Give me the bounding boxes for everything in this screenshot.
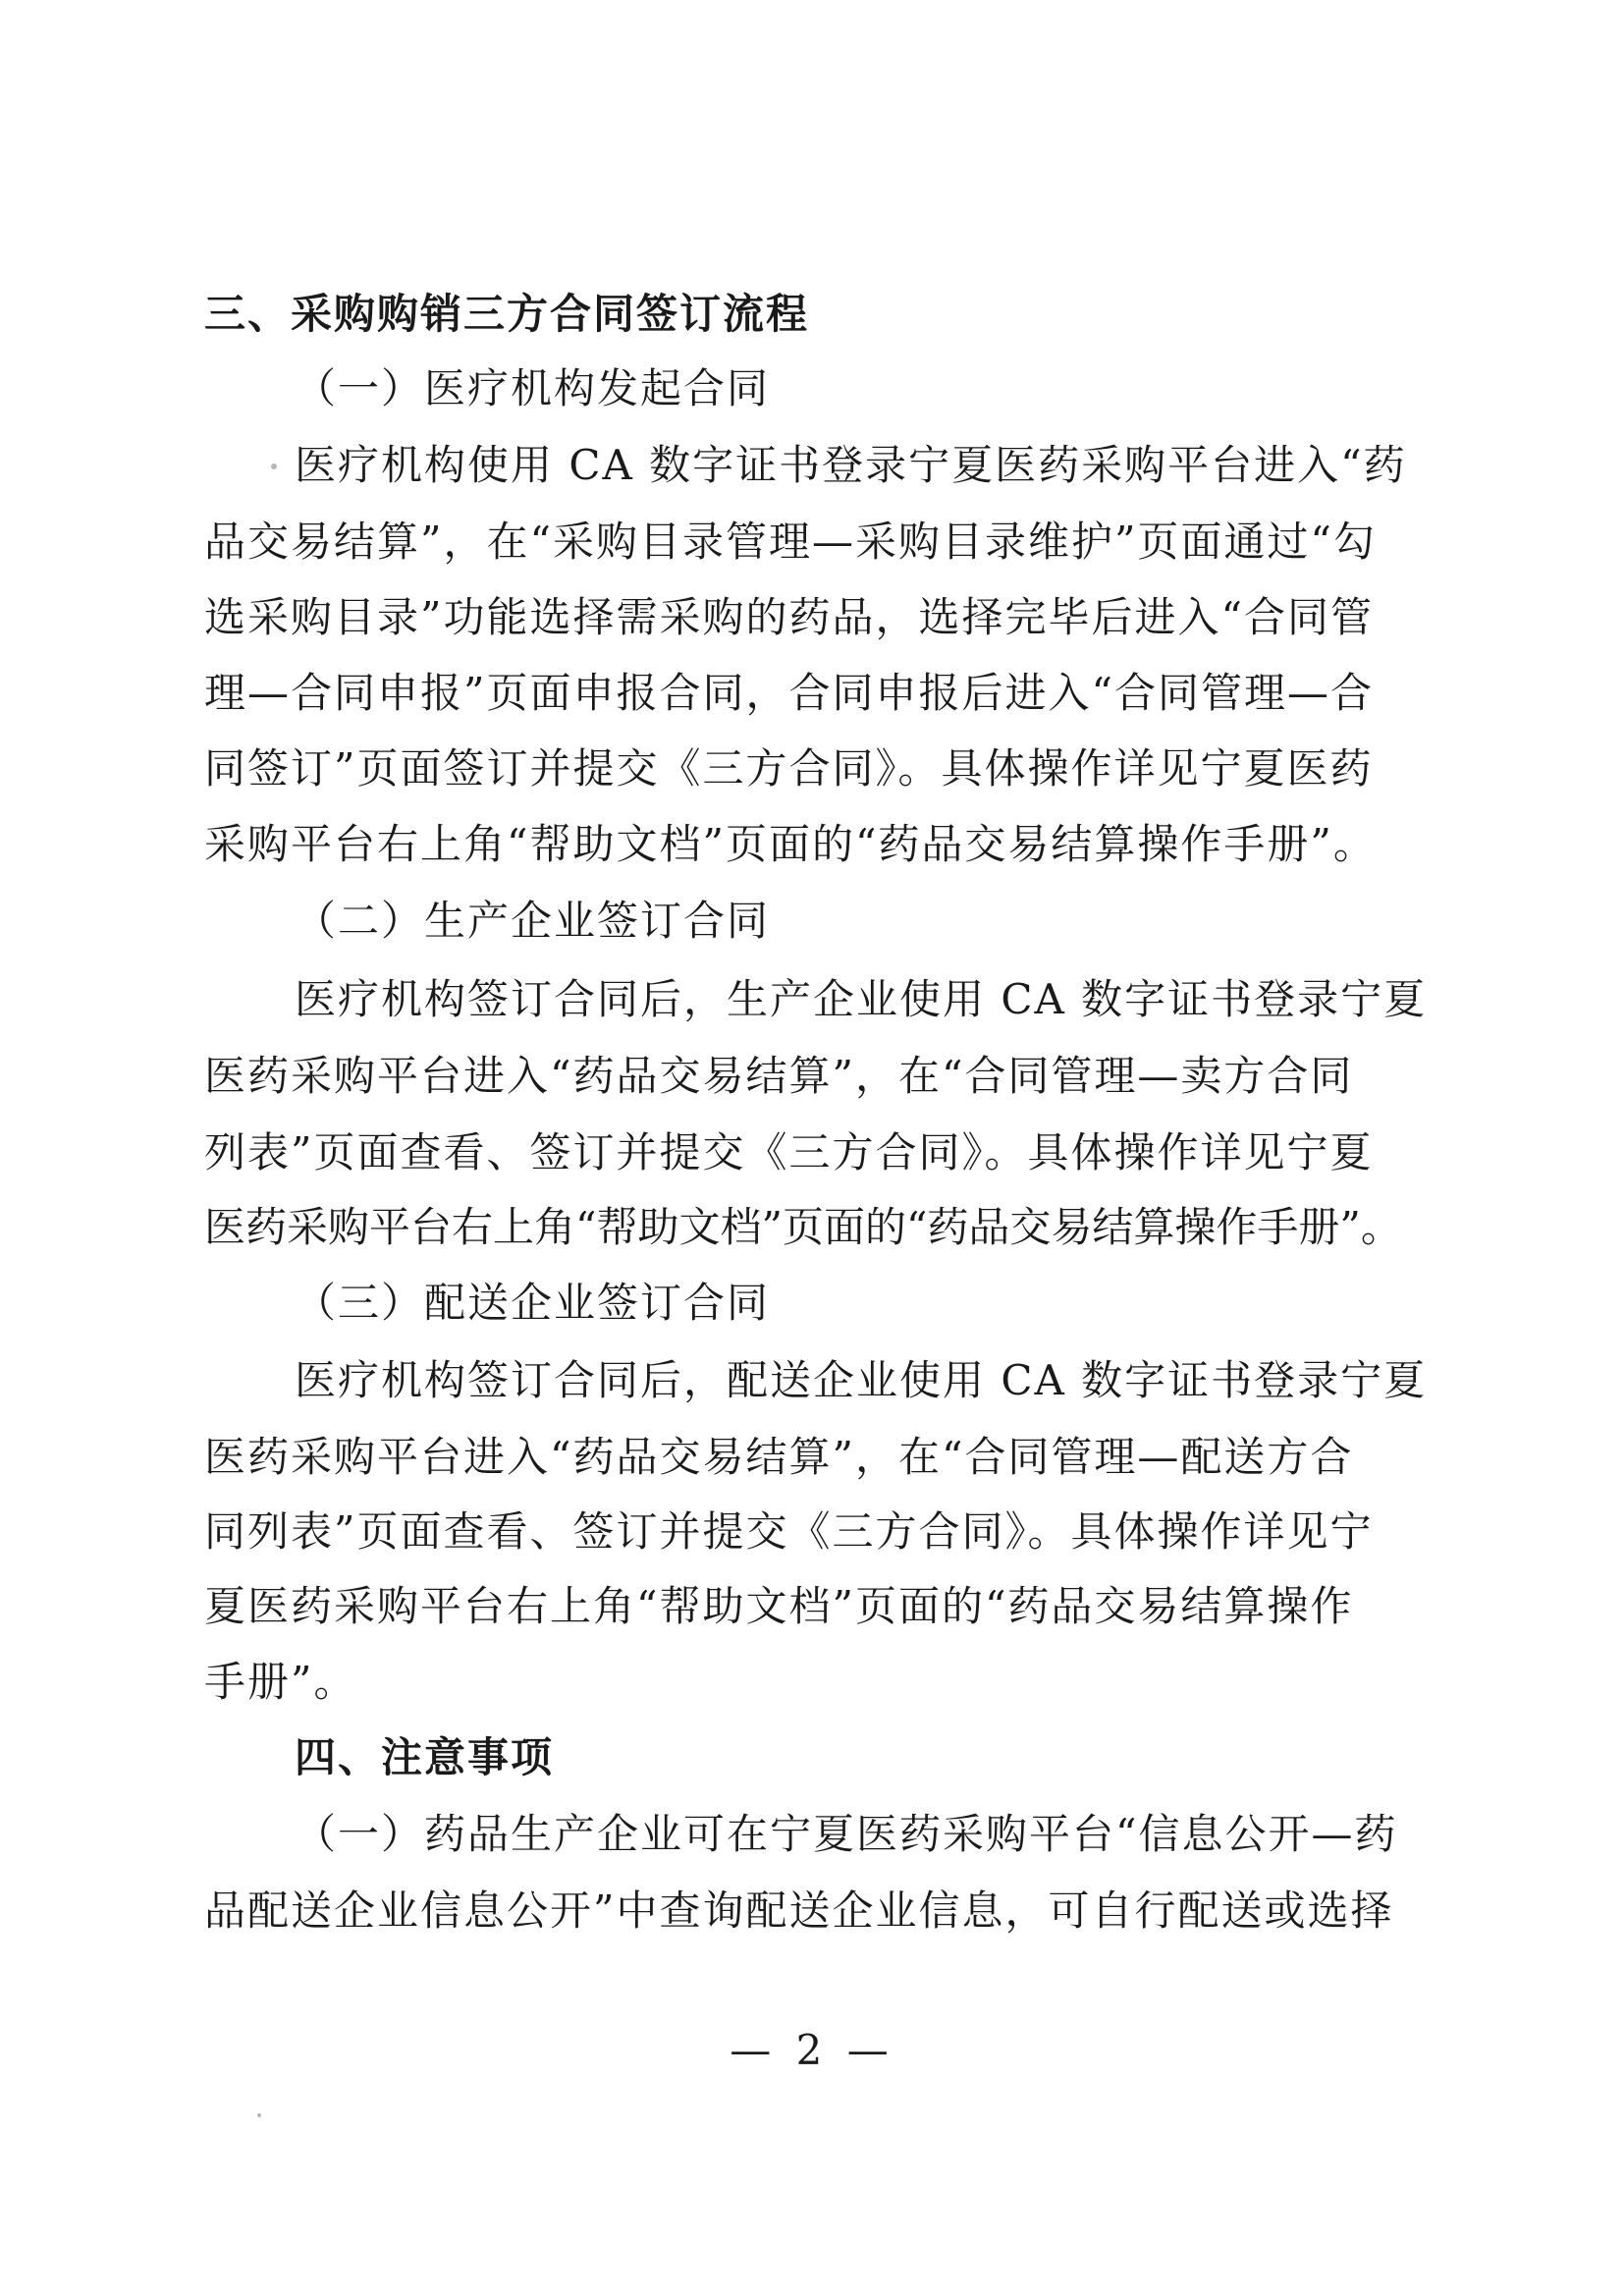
paragraph-line: 同列表”页面查看、签订并提交《三方合同》。具体操作详见宁	[204, 1507, 1374, 1556]
paragraph-line: 理—合同申报”页面申报合同，合同申报后进入“合同管理—合	[204, 669, 1374, 717]
paragraph-line: 医疗机构使用 CA 数字证书登录宁夏医药采购平台进入“药	[295, 441, 1407, 489]
paragraph-line: 品配送企业信息公开”中查询配送企业信息，可自行配送或选择	[204, 1886, 1394, 1935]
paragraph-line: （一）药品生产企业可在宁夏医药采购平台“信息公开—药	[295, 1810, 1398, 1858]
paragraph-line: 列表”页面查看、签订并提交《三方合同》。具体操作详见宁夏	[204, 1128, 1374, 1176]
paragraph-line: 品交易结算”，在“采购目录管理—采购目录维护”页面通过“勾	[204, 518, 1377, 566]
paragraph-line: 选采购目录”功能选择需采购的药品，选择完毕后进入“合同管	[204, 593, 1374, 641]
paragraph-line: 医疗机构签订合同后，配送企业使用 CA 数字证书登录宁夏	[295, 1356, 1428, 1404]
subsection-3-heading: （三）配送企业签订合同	[295, 1279, 771, 1327]
paragraph-line: 医疗机构签订合同后，生产企业使用 CA 数字证书登录宁夏	[295, 975, 1428, 1023]
section-3-heading: 三、采购购销三方合同签订流程	[204, 290, 810, 338]
scan-speck	[257, 2113, 261, 2117]
page-number: — 2 —	[730, 2026, 894, 2074]
paragraph-line: 医药采购平台进入“药品交易结算”，在“合同管理—卖方合同	[204, 1052, 1354, 1100]
paragraph-line: 医药采购平台进入“药品交易结算”，在“合同管理—配送方合	[204, 1433, 1354, 1481]
section-4-heading: 四、注意事项	[295, 1733, 555, 1781]
paragraph-line: 同签订”页面签订并提交《三方合同》。具体操作详见宁夏医药	[204, 744, 1374, 793]
paragraph-line: 手册”。	[204, 1658, 357, 1706]
paragraph-line: 夏医药采购平台右上角“帮助文档”页面的“药品交易结算操作	[204, 1582, 1354, 1630]
subsection-1-heading: （一）医疗机构发起合同	[295, 364, 771, 412]
scan-speck	[271, 464, 277, 469]
subsection-2-heading: （二）生产企业签订合同	[295, 897, 771, 945]
paragraph-line: 医药采购平台右上角“帮助文档”页面的“药品交易结算操作手册”。	[204, 1203, 1402, 1251]
paragraph-line: 采购平台右上角“帮助文档”页面的“药品交易结算操作手册”。	[204, 820, 1377, 868]
